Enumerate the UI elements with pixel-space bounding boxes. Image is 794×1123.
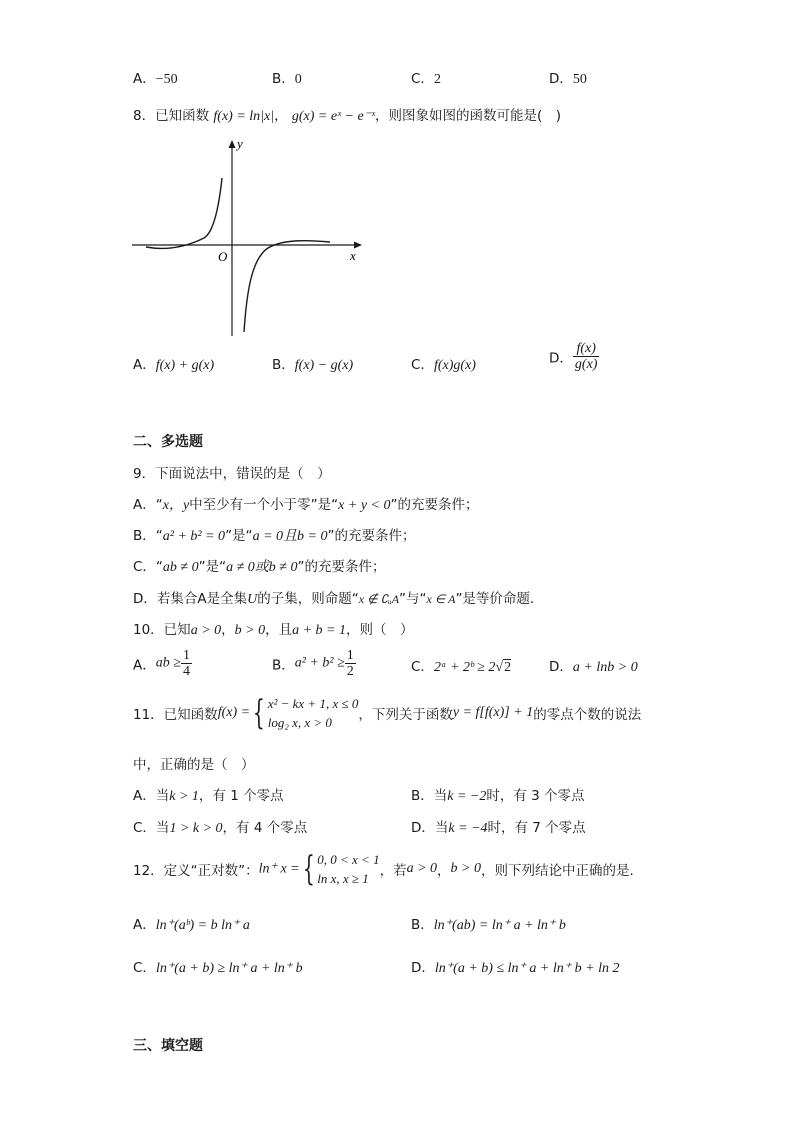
- q11-stem: 11．已知函数f(x) ={ x² − kx + 1, x ≤ 0 log₂ x, x > 0 ，下列关于函数y = f[f(x)] + 1的零点个数的说法: [133, 693, 642, 733]
- q7-option-a[interactable]: [133, 67, 178, 88]
- left-brace: {: [252, 693, 265, 733]
- q8-stem: 8．已知函数 f(x) = ln|x|， g(x) = eˣ − e⁻ˣ，则图象如图的函数可能是( ): [133, 108, 562, 124]
- q7-option-d[interactable]: [549, 67, 587, 88]
- q11-stem-line2: 中，正确的是（ ）: [133, 757, 255, 773]
- x-axis-label: x: [350, 248, 356, 263]
- q10-option-a[interactable]: A．ab ≥ $\frac{1}{4}$: [133, 648, 190, 679]
- q8-option-a[interactable]: A．f(x) + g(x): [133, 357, 215, 373]
- option-label: D．: [549, 71, 573, 87]
- q7-option-c[interactable]: [411, 67, 441, 88]
- q11-option-a[interactable]: A．当k > 1，有 1 个零点: [133, 788, 284, 804]
- y-axis-arrow-icon: [229, 140, 236, 148]
- q10-option-b[interactable]: B．a² + b² ≥ $\frac{1}{2}$: [272, 648, 354, 679]
- fraction: $\frac{1}{2}$: [346, 648, 354, 679]
- q12-stem: 12．定义“正对数”：ln⁺ x ={ 0, 0 < x < 1 ln x, x ≥ 1 ，若a > 0，b > 0，则下列结论中正确的是.: [133, 849, 634, 889]
- option-label: B．: [272, 71, 295, 87]
- option-label: A．: [133, 71, 156, 87]
- curve-left-branch: [146, 178, 222, 248]
- q8-option-d[interactable]: D． $\frac{f(x)}{g(x)}$: [549, 341, 598, 372]
- curve-right-branch: [244, 241, 330, 332]
- fraction: $\frac{1}{4}$: [182, 648, 190, 679]
- q12-option-b[interactable]: B．ln⁺(ab) = ln⁺ a + ln⁺ b: [411, 917, 566, 933]
- option-value: f(x)g(x): [433, 358, 476, 373]
- piecewise-cases: x² − kx + 1, x ≤ 0 log₂ x, x > 0: [267, 696, 359, 730]
- q11-option-d[interactable]: D．当k = −4时，有 7 个零点: [411, 820, 586, 836]
- math-f-def: f(x) = ln|x|: [213, 109, 275, 124]
- q10-stem: 10．已知a > 0，b > 0，且a + b = 1，则（ ）: [133, 622, 414, 638]
- y-axis-label: y: [237, 136, 243, 151]
- q12-option-d[interactable]: D．ln⁺(a + b) ≤ ln⁺ a + ln⁺ b + ln 2: [411, 960, 620, 976]
- q7-option-b[interactable]: [272, 67, 302, 88]
- q9-option-b[interactable]: B．“a² + b² = 0”是“a = 0且b = 0”的充要条件；: [133, 528, 416, 544]
- q12-option-c[interactable]: C．ln⁺(a + b) ≥ ln⁺ a + ln⁺ b: [133, 960, 303, 976]
- option-value: −50: [155, 72, 178, 87]
- q10-option-c[interactable]: C．2ᵃ + 2ᵇ ≥ 2√2: [411, 659, 512, 675]
- q8-function-graph: [128, 136, 368, 340]
- option-value: 0: [294, 72, 302, 87]
- q10-option-d[interactable]: D．a + lnb > 0: [549, 659, 638, 675]
- origin-label: O: [218, 249, 228, 264]
- section-heading: 三、填空题: [133, 1038, 203, 1054]
- fraction: $\frac{f(x)}{g(x)}$: [574, 341, 598, 372]
- piecewise-cases: 0, 0 < x < 1 ln x, x ≥ 1: [317, 852, 380, 886]
- q11-option-b[interactable]: B．当k = −2时，有 3 个零点: [411, 788, 585, 804]
- left-brace: {: [302, 849, 315, 889]
- q8-option-b[interactable]: B．f(x) − g(x): [272, 357, 354, 373]
- q9-option-d[interactable]: D．若集合A是全集U的子集，则命题“x ∉ ∁ᵤA”与“x ∈ A”是等价命题.: [133, 591, 535, 607]
- q11-option-c[interactable]: C．当1 > k > 0，有 4 个零点: [133, 820, 308, 836]
- option-value: 50: [572, 72, 587, 87]
- q8-option-c[interactable]: C．f(x)g(x): [411, 357, 476, 373]
- section-heading: 二、多选题: [133, 434, 203, 450]
- option-label: C．: [411, 71, 434, 87]
- q9-option-c[interactable]: C．“ab ≠ 0”是“a ≠ 0或b ≠ 0”的充要条件；: [133, 559, 386, 575]
- q9-option-a[interactable]: A．“x，y中至少有一个小于零”是“x + y < 0”的充要条件；: [133, 497, 479, 513]
- sqrt-symbol: √: [495, 660, 504, 675]
- q12-option-a[interactable]: A．ln⁺(aᵇ) = b ln⁺ a: [133, 917, 250, 933]
- option-value: f(x) − g(x): [294, 358, 354, 373]
- q9-stem: 9．下面说法中，错误的是（ ）: [133, 466, 331, 482]
- option-value: 2: [433, 72, 441, 87]
- option-value: f(x) + g(x): [155, 358, 215, 373]
- math-g-def: g(x) = eˣ − e⁻ˣ: [291, 109, 376, 124]
